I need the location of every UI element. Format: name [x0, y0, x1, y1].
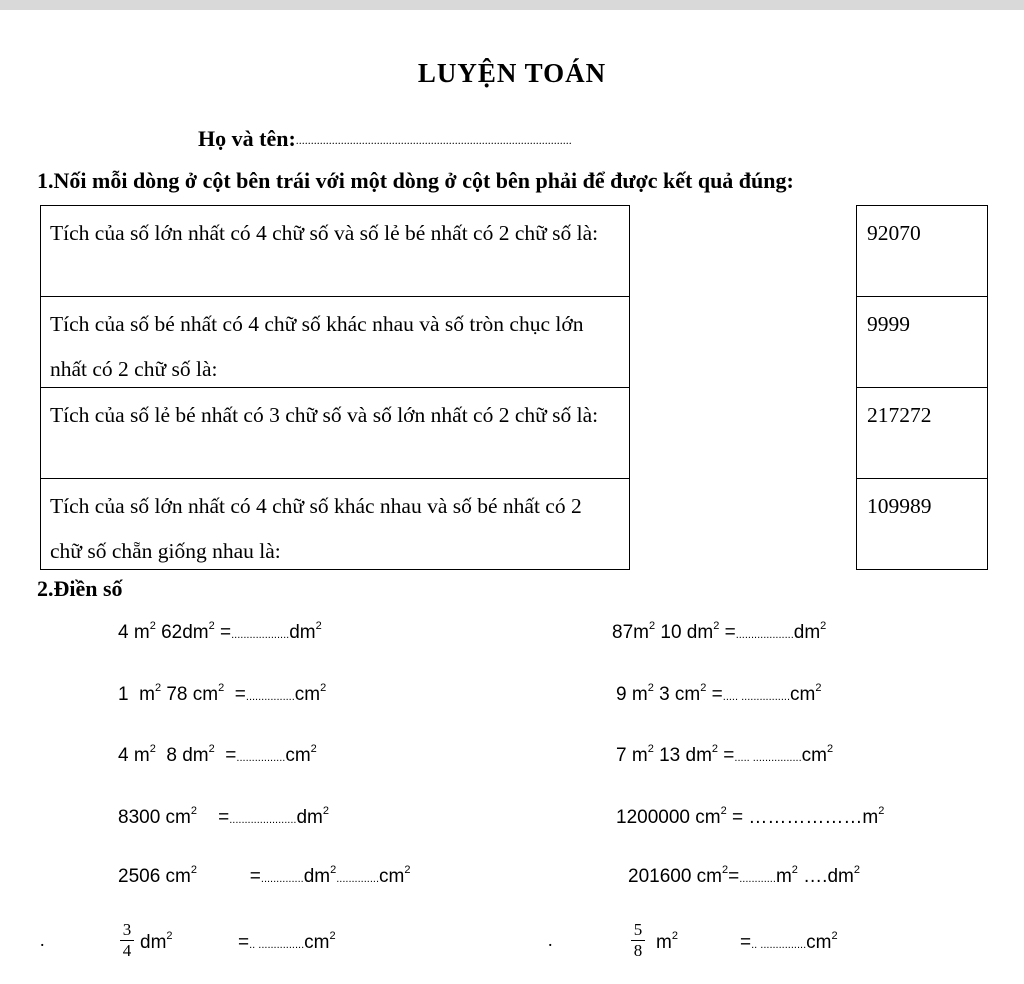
right-cell [857, 206, 987, 297]
ex-sup: 2 [149, 743, 156, 755]
left-cell-text: Tích của số bé nhất có 4 chữ số khác nhau và số tròn chục lớn nhất có 2 chữ số là: [50, 312, 584, 381]
ex-term: 9 m [616, 684, 648, 705]
page-title: LUYỆN TOÁN [417, 58, 607, 88]
left-cell [41, 479, 629, 570]
fraction-numerator: 3 [120, 920, 134, 941]
left-column-table [40, 205, 630, 570]
right-cell-value: 92070 [867, 221, 921, 245]
ex-blank: ............ [739, 873, 776, 885]
ex-sup: 2 [671, 930, 678, 942]
exercise-r5-right [628, 866, 860, 888]
ex-equals: = [238, 932, 250, 953]
exercise-r3-left [118, 745, 317, 767]
ex-sup: 2 [208, 620, 215, 632]
ex-term: 4 m [118, 622, 150, 643]
ex-term: 78 cm [161, 684, 219, 705]
ex-sup: 2 [154, 682, 162, 694]
ex-equals: = [726, 807, 749, 828]
ex-term: 201600 cm [628, 866, 723, 887]
ex-sup: 2 [208, 743, 215, 755]
ex-sup: 2 [190, 805, 197, 817]
exercise-r4-left [118, 807, 329, 829]
ex-sup: 2 [853, 864, 860, 876]
ex-sup: 2 [791, 864, 798, 876]
ex-unit: dm [793, 622, 821, 643]
right-cell-value: 109989 [867, 494, 932, 518]
ex-sup: 2 [647, 682, 654, 694]
ex-term: 7 m [616, 745, 648, 766]
exercise-r2-right [616, 684, 821, 706]
ex-unit: cm [806, 932, 832, 953]
ex-blank: ..... ................ [734, 752, 802, 764]
right-cell [857, 479, 987, 570]
ex-sup: 2 [713, 620, 720, 632]
right-cell-value: 217272 [867, 403, 932, 427]
ex-sup: 2 [648, 620, 656, 632]
ex-term: 4 m [118, 745, 150, 766]
ex-sup: 2 [190, 864, 197, 876]
right-cell-value: 9999 [867, 312, 910, 336]
ex-blank: .. ............... [751, 939, 807, 951]
right-column-table [856, 205, 988, 570]
bullet-dot: . [40, 930, 45, 950]
bullet-dot: . [548, 930, 553, 950]
ex-equals: = [719, 622, 736, 643]
name-dots: ............................................................................................ [295, 133, 572, 147]
fraction-denominator: 8 [633, 941, 643, 960]
ex-sup: 2 [329, 930, 336, 942]
ex-equals: = [718, 745, 735, 766]
ex-sup: 2 [700, 682, 707, 694]
ex-term: 8 dm [155, 745, 209, 766]
ex-term: 1 m [118, 684, 155, 705]
ex-blank: .. ............... [249, 939, 305, 951]
ex-sup: 2 [320, 682, 327, 694]
ex-sup: 2 [310, 743, 317, 755]
left-cell [41, 297, 629, 388]
ex-blank: ................ [245, 691, 295, 703]
ex-equals: = [197, 866, 261, 887]
ex-term: 87m [612, 622, 649, 643]
ex-sup: 2 [826, 743, 834, 755]
ex-sup: 2 [330, 864, 337, 876]
ex-unit: dm [827, 866, 854, 887]
exercise-r1-left [118, 622, 322, 644]
ex-sup: 2 [722, 864, 729, 876]
ex-unit: dm [140, 932, 167, 953]
exercise-r6-left-unit [140, 932, 173, 954]
left-cell-text: Tích của số lẻ bé nhất có 3 chữ số và số lớn nhất có 2 chữ số là: [50, 403, 599, 427]
window-top-bar [0, 0, 1024, 10]
left-cell [41, 206, 629, 297]
ex-unit: dm [303, 866, 331, 887]
name-line [198, 126, 572, 152]
ex-unit: dm [289, 622, 316, 643]
ex-sup: 2 [815, 682, 822, 694]
ex-unit: cm [379, 866, 405, 887]
ex-unit: cm [304, 932, 330, 953]
ex-unit: cm [801, 745, 827, 766]
fraction-numerator: 5 [631, 920, 645, 941]
ex-term: 10 dm [655, 622, 714, 643]
ex-equals: = [740, 932, 752, 953]
ex-term: 3 cm [653, 684, 701, 705]
ex-equals: = [224, 684, 246, 705]
ex-sup: 2 [647, 743, 654, 755]
ex-sup: 2 [878, 805, 885, 817]
ex-term: 1200000 cm [616, 807, 721, 828]
exercise-r5-left [118, 866, 410, 888]
ex-unit: cm [285, 745, 311, 766]
ex-sup: 2 [218, 682, 225, 694]
exercise-r4-right [616, 807, 884, 829]
right-cell [857, 388, 987, 479]
ex-unit: m [862, 807, 879, 828]
fraction-denominator: 4 [122, 941, 132, 960]
exercise-r6-left [238, 932, 336, 954]
ex-blank: .............. [260, 873, 304, 885]
left-cell [41, 388, 629, 479]
ex-equals: = [728, 866, 740, 887]
ex-equals: = [197, 807, 230, 828]
exercise-r2-left [118, 684, 326, 706]
ex-equals: = [706, 684, 723, 705]
ex-blank: ...................... [229, 814, 297, 826]
left-cell-text: Tích của số lớn nhất có 4 chữ số và số lẻ bé nhất có 2 chữ số là: [50, 221, 599, 245]
ex-blank: ................... [231, 629, 290, 641]
ex-term: 13 dm [653, 745, 712, 766]
ex-blank: ..... ................ [722, 691, 791, 703]
ex-blank: ................... [735, 629, 794, 641]
ex-sup: 2 [315, 620, 322, 632]
ex-unit: m [656, 932, 672, 953]
ex-sup: 2 [711, 743, 719, 755]
ex-unit: cm [294, 684, 321, 705]
ex-blank: ................ [236, 752, 286, 764]
exercise-r1-right [612, 622, 826, 644]
ex-sup: 2 [322, 805, 329, 817]
ex-unit: m [775, 866, 792, 887]
exercise-r3-right [616, 745, 833, 767]
ex-sup: 2 [149, 620, 156, 632]
right-cell [857, 297, 987, 388]
ex-sup: 2 [820, 620, 827, 632]
left-cell-text: Tích của số lớn nhất có 4 chữ số khác nhau và số bé nhất có 2 chữ số chẵn giống nhau là: [50, 494, 582, 563]
ex-sup: 2 [404, 864, 411, 876]
ex-unit: dm [296, 807, 323, 828]
ex-blank: …. [797, 866, 828, 887]
fraction-5-8 [631, 920, 645, 961]
ex-term: 2506 cm [118, 866, 191, 887]
exercise-r6-right-unit [656, 932, 678, 954]
ex-unit: cm [790, 684, 816, 705]
name-label: Họ và tên: [198, 126, 296, 151]
ex-sup: 2 [720, 805, 727, 817]
ex-equals: = [214, 622, 232, 643]
ex-term: 62dm [155, 622, 209, 643]
ex-blank: ……………… [748, 807, 863, 828]
question-1-heading: 1.Nối mỗi dòng ở cột bên trái với một dòng ở cột bên phải để được kết quả đúng: [37, 168, 794, 193]
ex-sup: 2 [831, 930, 838, 942]
ex-sup: 2 [166, 930, 173, 942]
exercise-r6-right [740, 932, 838, 954]
ex-blank: .............. [336, 873, 380, 885]
question-2-heading: 2.Điền số [37, 576, 123, 601]
ex-equals: = [214, 745, 237, 766]
fraction-3-4 [120, 920, 134, 961]
ex-term: 8300 cm [118, 807, 191, 828]
